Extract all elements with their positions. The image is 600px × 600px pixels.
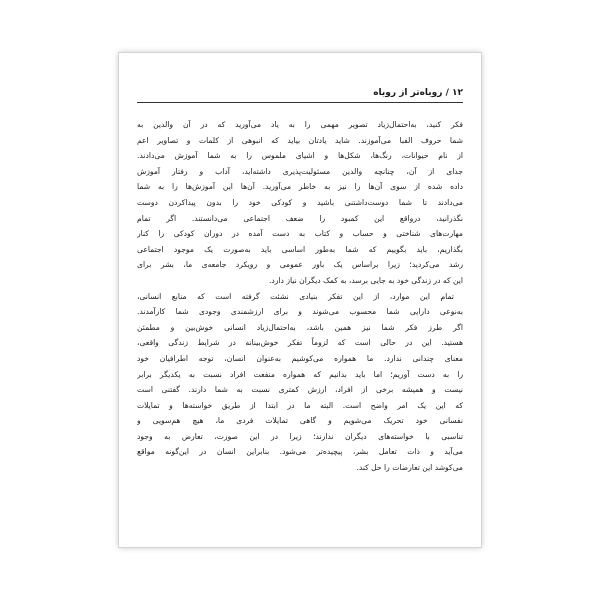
text-line: داده شده از سوی آن‌ها را نیز به خاطر می‌آورید. آن‌ها این آموزش‌ها را به شما bbox=[137, 182, 463, 192]
text-line: نیست و همیشه برخی از افراد، ارزش کمتری نسبت به شما دارند. گفتنی است bbox=[137, 385, 463, 395]
text-line: اگر طرز فکر شما نیز همین باشد، به‌احتمال‌زیاد انسانی خوش‌بین و مطمئن bbox=[137, 322, 463, 332]
body-text bbox=[137, 117, 463, 476]
text-line: می‌آید و ذات تعامل بشر، پیچیده‌تر می‌شود. بنابراین انسان در این‌گونه مواقع bbox=[137, 447, 463, 457]
text-line: رشد می‌کردید؛ زیرا براساس یک باور عمومی و رویکرد جامعه‌ی ما، بشر برای bbox=[137, 260, 463, 270]
text-line: مهارت‌های شناختی و حساب و کتاب به دست آمده در دوران کودکی را کنار bbox=[137, 229, 463, 239]
text-line: را به دست آوریم؛ اما باید بدانیم که همواره منفعت افراد نسبت به یکدیگر برابر bbox=[137, 369, 463, 379]
text-line: به‌نوعی دارایی شما محسوب می‌شوند و برای ارزشمندی وجودی شما کارآمدند. bbox=[137, 307, 463, 317]
text-line: نفسانی خود تحریک می‌شویم و گاهی تمایلات فردی ما، هیچ هم‌سویی و bbox=[137, 416, 463, 426]
text-line: می‌دادند تا شما دوست‌داشتنی باشید و کودکی خود را بدون پیدا‌کردن دوست bbox=[137, 197, 463, 207]
text-line: معنای چندانی ندارد. ما همواره می‌کوشیم به‌عنوان انسان، توجه اطرافیان خود bbox=[137, 353, 463, 363]
text-line: از نام حیوانات، رنگ‌ها، شکل‌ها و اشیای ملموس را به شما آموزش می‌دادند. bbox=[137, 151, 463, 161]
text-line: بگذاریم، باید بگوییم که شما به‌طور اساسی باید به‌صورت یک موجود اجتماعی bbox=[137, 244, 463, 254]
text-line: این که در زندگی خود به جایی برسد، به کمک دیگران نیاز دارد. bbox=[268, 275, 463, 285]
text-line: که این یک امر واضح است. البته ما در ابتدا از طریق خواسته‌ها و تمایلات bbox=[137, 400, 463, 410]
text-line: هستید. این در حالی است که لزوماً تفکر خوش‌بینانه در شرایط زندگی واقعی، bbox=[137, 338, 463, 348]
text-line: فکر کنید، به‌احتمال‌زیاد تصویر مهمی را به یاد می‌آورید که در آن والدین به bbox=[137, 120, 463, 129]
text-line: تمام این موارد، از این تفکر بنیادی نشئت گرفته است که منابع انسانی، bbox=[137, 291, 454, 301]
running-header: ۱۲ / روباه‌تر از روباه bbox=[137, 87, 463, 103]
text-line: جدای از آن، چنانچه والدین مسئولیت‌پذیری داشته‌اید، آداب و رفتار آموزش bbox=[137, 166, 463, 176]
text-line: می‌کوشد این تعارضات را حل کند. bbox=[356, 463, 463, 473]
book-page bbox=[119, 53, 481, 547]
text-line: تناسبی با خواسته‌های دیگران ندارند؛ زیرا در این صورت، تعارض به وجود bbox=[137, 431, 463, 441]
text-line: نگذرانید، درواقع این کمبود را ضعف اجتماعی می‌دانستند. اگر تمام bbox=[137, 213, 463, 223]
text-line: شما حروف الفبا می‌آموزند. شاید یادتان بیاید که انبوهی از کلمات و تصاویر اعم bbox=[137, 135, 463, 145]
